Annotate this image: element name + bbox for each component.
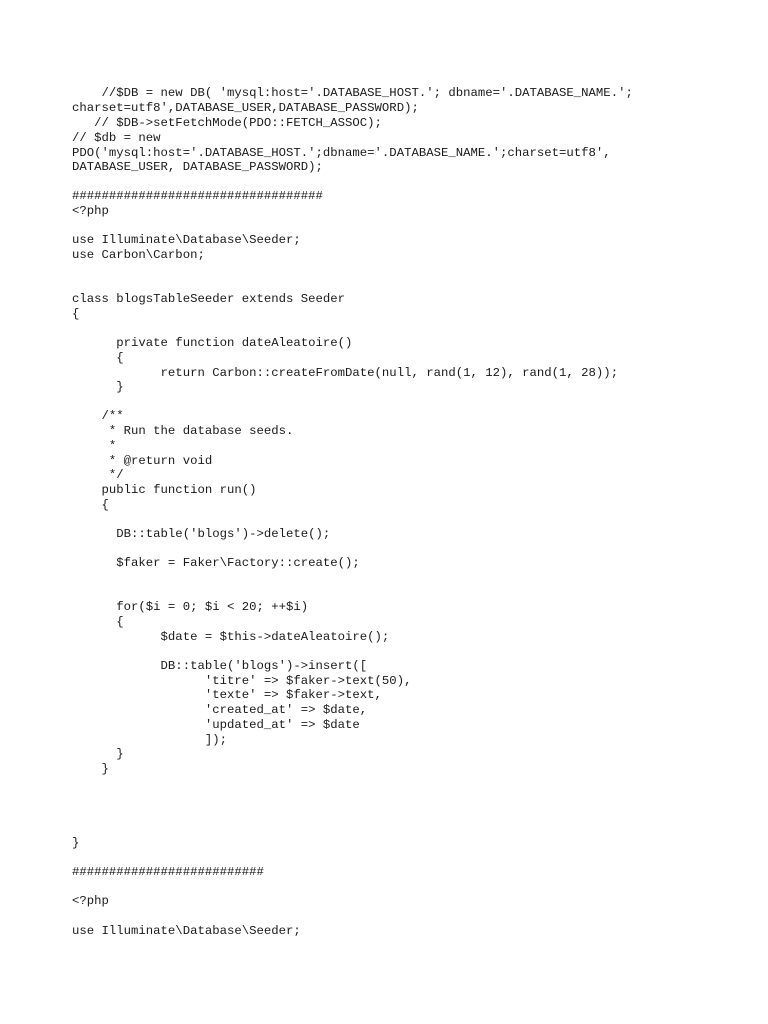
- code-line: DB::table('blogs')->delete();: [72, 527, 331, 541]
- code-line: {: [72, 615, 124, 629]
- code-line: private function dateAleatoire(): [72, 336, 353, 350]
- code-line: return Carbon::createFromDate(null, rand(1, 12), rand(1, 28));: [72, 366, 619, 380]
- code-line: }: [72, 747, 124, 761]
- code-line: */: [72, 468, 124, 482]
- code-line: 'titre' => $faker->text(50),: [72, 674, 412, 688]
- code-line: /**: [72, 409, 124, 423]
- code-line: 'texte' => $faker->text,: [72, 688, 382, 702]
- code-line: $faker = Faker\Factory::create();: [72, 556, 360, 570]
- code-line: <?php: [72, 894, 109, 908]
- code-line: use Carbon\Carbon;: [72, 248, 205, 262]
- code-line: {: [72, 498, 109, 512]
- code-line: <?php: [72, 204, 109, 218]
- code-line: $date = $this->dateAleatoire();: [72, 630, 390, 644]
- code-line: }: [72, 762, 109, 776]
- separator-line: ##########################: [72, 865, 264, 879]
- code-line: PDO('mysql:host='.DATABASE_HOST.';dbname='.DATABASE_NAME.';charset=utf8',: [72, 146, 611, 160]
- code-line: }: [72, 380, 124, 394]
- code-line: 'updated_at' => $date: [72, 718, 360, 732]
- code-line: // $DB->setFetchMode(PDO::FETCH_ASSOC);: [72, 116, 382, 130]
- code-line: *: [72, 439, 117, 453]
- code-line: // $db = new: [72, 131, 161, 145]
- code-line: DB::table('blogs')->insert([: [72, 659, 368, 673]
- code-line: //$DB = new DB( 'mysql:host='.DATABASE_HOST.'; dbname='.DATABASE_NAME.';: [72, 86, 633, 100]
- code-line: DATABASE_USER, DATABASE_PASSWORD);: [72, 160, 323, 174]
- code-line: for($i = 0; $i < 20; ++$i): [72, 600, 309, 614]
- code-line: 'created_at' => $date,: [72, 703, 368, 717]
- code-line: }: [72, 836, 80, 850]
- code-line: ]);: [72, 733, 227, 747]
- code-line: {: [72, 351, 124, 365]
- code-line: public function run(): [72, 483, 257, 497]
- code-line: use Illuminate\Database\Seeder;: [72, 924, 301, 938]
- code-line: * @return void: [72, 454, 213, 468]
- code-line: * Run the database seeds.: [72, 424, 294, 438]
- code-line: use Illuminate\Database\Seeder;: [72, 233, 301, 247]
- code-line: charset=utf8',DATABASE_USER,DATABASE_PASSWORD);: [72, 101, 419, 115]
- code-line: {: [72, 307, 80, 321]
- separator-line: ##################################: [72, 189, 323, 203]
- code-line: class blogsTableSeeder extends Seeder: [72, 292, 346, 306]
